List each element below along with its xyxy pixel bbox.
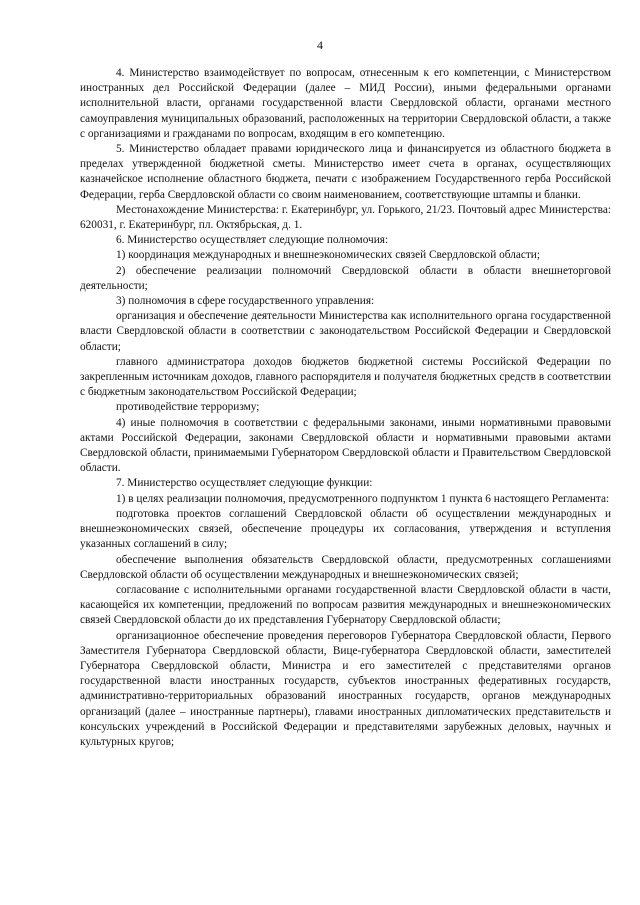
paragraph-7-item-1-coordination: согласование с исполнительными органами государственной власти Свердловской области в части, касающейся их компетенции, предложений по вопросам развития международных и внешнеэкономических связей Свердловской области до их представления Губернатору Свердловской области; bbox=[80, 583, 611, 627]
page-number: 4 bbox=[317, 38, 323, 52]
paragraph-6-item-2: 2) обеспечение реализации полномочий Свердловской области в области внешнеторговой деятельности; bbox=[80, 264, 611, 292]
paragraph-7-heading: 7. Министерство осуществляет следующие функции: bbox=[116, 477, 373, 490]
paragraph-6-item-3-organization: организация и обеспечение деятельности Министерства как исполнительного органа государственной власти Свердловской области в соответствии с законодательством Российской Федерации и Свердловской области; bbox=[80, 310, 611, 353]
paragraph-6-item-3-administrator: главного администратора доходов бюджетов бюджетной системы Российской Федерации по закрепленным источникам доходов, главного распорядителя и получателя бюджетных средств в соответствии с бюджетным законодательством Российской Федерации; bbox=[80, 355, 611, 399]
paragraph-6-item-1: 1) координация международных и внешнеэкономических связей Свердловской области; bbox=[116, 249, 540, 262]
document-body bbox=[80, 66, 611, 750]
paragraph-7-item-1: 1) в целях реализации полномочия, предусмотренного подпунктом 1 пункта 6 настоящего Регламента: bbox=[116, 492, 610, 505]
paragraph-7-item-1-agreements: подготовка проектов соглашений Свердловской области об осуществлении международных и внешнеэкономических связей, обеспечение процедуры их согласования, утверждения и вступления указанных соглашений в силу; bbox=[80, 507, 611, 551]
paragraph-4-interaction: 4. Министерство взаимодействует по вопросам, отнесенным к его компетенции, с Министерством иностранных дел Российской Федерации (далее – МИД России), иными федеральными органами исполнительной власти, органами государственной власти Свердловской области, органами местного самоуправления муниципальных образований, расположенных на территории Свердловской области, а также с организациями и гражданами по вопросам, входящим в его компетенцию. bbox=[80, 67, 611, 140]
paragraph-6-item-3-terrorism: противодействие терроризму; bbox=[116, 401, 260, 414]
paragraph-7-item-1-negotiations: организационное обеспечение проведения переговоров Губернатора Свердловской области, Первого Заместителя Губернатора Свердловской области, Вице-губернатора Свердловской области, заместителей Губернатора Свердловской области, Министра и его заместителей с представителями органов государственной власти иностранных государств, субъектов иностранных федеративных государств, административно-территориальных образований иностранных государств, органов международных организаций (далее – иностранные партнеры), главами иностранных дипломатических представительств и консульских учреждений в Российской Федерации и представителями зарубежных деловых, научных и культурных кругов; bbox=[80, 629, 611, 748]
paragraph-6-item-4: 4) иные полномочия в соответствии с федеральными законами, иными нормативными правовыми актами Российской Федерации, законами Свердловской области и нормативными правовыми актами Свердловской области, принимаемыми Губернатором Свердловской области и Правительством Свердловской области. bbox=[80, 416, 611, 475]
paragraph-7-item-1-obligations: обеспечение выполнения обязательств Свердловской области, предусмотренных соглашениями Свердловской области об осуществлении международных и внешнеэкономических связей; bbox=[80, 553, 611, 581]
paragraph-location: Местонахождение Министерства: г. Екатеринбург, ул. Горького, 21/23. Почтовый адрес Министерства: 620031, г. Екатеринбург, пл. Октябрьская, д. 1. bbox=[80, 203, 611, 232]
paragraph-5-legal-status: 5. Министерство обладает правами юридического лица и финансируется из областного бюджета в пределах утвержденной бюджетной сметы. Министерство имеет счета в органах, осуществляющих казначейское исполнение областного бюджета, печати с изображением Государственного герба Российской Федерации, герба Свердловской области со своим наименованием, соответствующие штампы и бланки. bbox=[80, 143, 611, 201]
paragraph-6-heading: 6. Министерство осуществляет следующие полномочия: bbox=[116, 234, 389, 247]
paragraph-6-item-3: 3) полномочия в сфере государственного управления: bbox=[116, 295, 375, 308]
